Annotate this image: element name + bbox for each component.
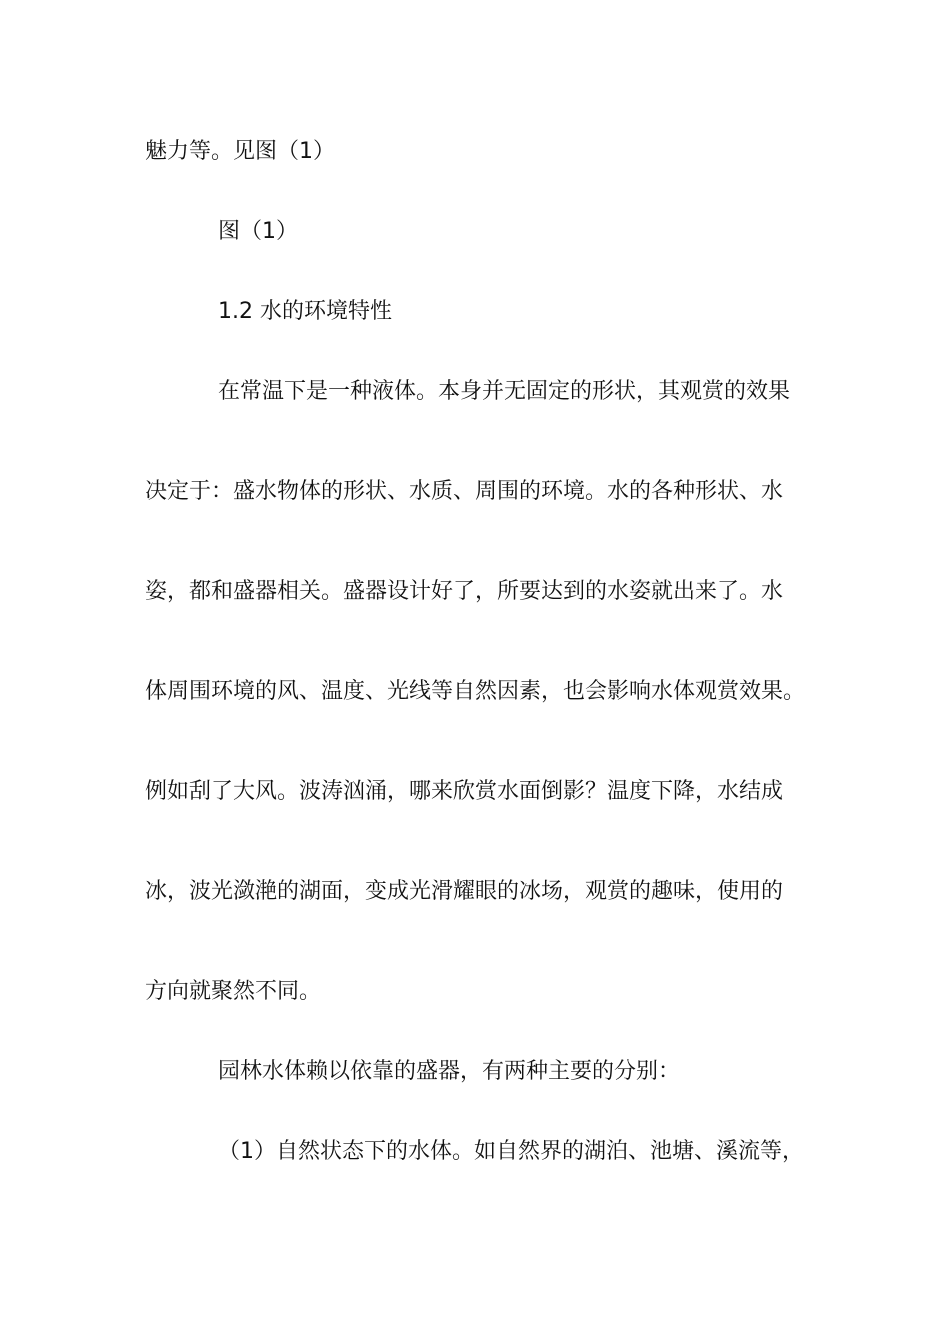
text-line-9: 冰，波光潋滟的湖面，变成光滑耀眼的冰场，观赏的趣味，使用的 xyxy=(145,879,784,904)
text-line-10: 方向就聚然不同。 xyxy=(145,979,322,1004)
text-line-7: 体周围环境的风、温度、光线等自然因素，也会影响水体观赏效果。 xyxy=(145,679,806,704)
list-item-1: （1）自然状态下的水体。如自然界的湖泊、池塘、溪流等， xyxy=(218,1139,804,1164)
text-line-1: 魅力等。见图（1） xyxy=(145,139,335,164)
section-heading: 1.2 水的环境特性 xyxy=(218,299,392,324)
text-line-5: 决定于：盛水物体的形状、水质、周围的环境。水的各种形状、水 xyxy=(145,479,784,504)
figure-caption: 图（1） xyxy=(218,219,298,244)
text-line-4: 在常温下是一种液体。本身并无固定的形状，其观赏的效果 xyxy=(218,379,791,404)
text-line-6: 姿，都和盛器相关。盛器设计好了，所要达到的水姿就出来了。水 xyxy=(145,579,784,604)
text-line-8: 例如刮了大风。波涛汹涌，哪来欣赏水面倒影？温度下降，水结成 xyxy=(145,779,784,804)
text-line-11: 园林水体赖以依靠的盛器，有两种主要的分别： xyxy=(218,1059,681,1084)
